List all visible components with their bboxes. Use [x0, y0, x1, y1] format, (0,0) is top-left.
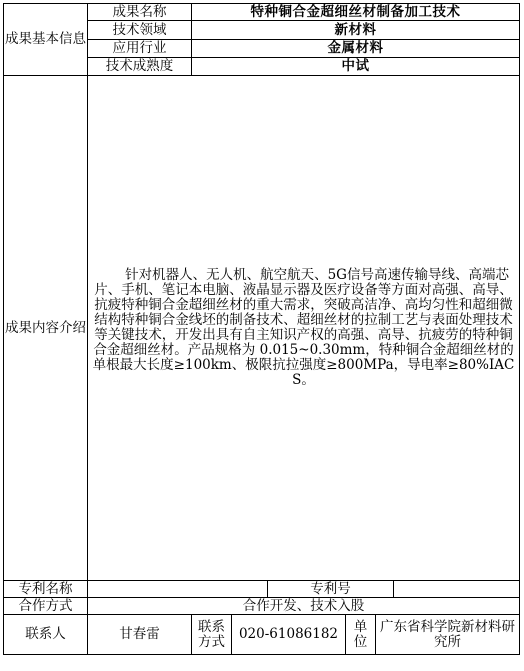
- contact-method-label: 联系方式: [192, 615, 232, 655]
- patent-name-value: [88, 581, 268, 598]
- patent-name-label: 专利名称: [4, 581, 88, 598]
- contact-method-value: 020-61086182: [232, 615, 346, 655]
- cooperation-label: 合作方式: [4, 598, 88, 615]
- industry-value: 金属材料: [192, 40, 520, 58]
- tech-field-label: 技术领域: [88, 21, 192, 40]
- patent-number-label: 专利号: [268, 581, 394, 598]
- contact-person-value: 甘春雷: [88, 615, 192, 655]
- industry-label: 应用行业: [88, 40, 192, 58]
- patent-number-value: [394, 581, 520, 598]
- unit-value: 广东省科学院新材料研究所: [376, 615, 520, 655]
- content-label: 成果内容介绍: [4, 76, 88, 581]
- maturity-label: 技术成熟度: [88, 58, 192, 76]
- unit-label: 单位: [346, 615, 376, 655]
- achievement-name-value: 特种铜合金超细丝材制备加工技术: [192, 4, 520, 21]
- maturity-value: 中试: [192, 58, 520, 76]
- achievement-info-table: [3, 3, 520, 655]
- basic-info-label: 成果基本信息: [4, 4, 88, 76]
- achievement-name-label: 成果名称: [88, 4, 192, 21]
- tech-field-value: 新材料: [192, 21, 520, 40]
- contact-person-label: 联系人: [4, 615, 88, 655]
- content-text: 针对机器人、无人机、航空航天、5G信号高速传输导线、高端芯片、手机、笔记本电脑、液晶显示器及医疗设备等方面对高强、高导、抗疲特种铜合金超细丝材的重大需求，突破高洁净、高均匀性和超细微结构特种铜合金线坯的制备技术、超细丝材的拉制工艺与表面处理技术等关键技术，开发出具有自主知识产权的高强、高导、抗疲劳的特种铜合金超细丝材。产品规格为 0.015~0.30mm，特种铜合金超细丝材的单根最大长度≥100km、极限抗拉强度≥800MPa，导电率≥80%IACS。: [88, 76, 520, 581]
- cooperation-value: 合作开发、技术入股: [88, 598, 520, 615]
